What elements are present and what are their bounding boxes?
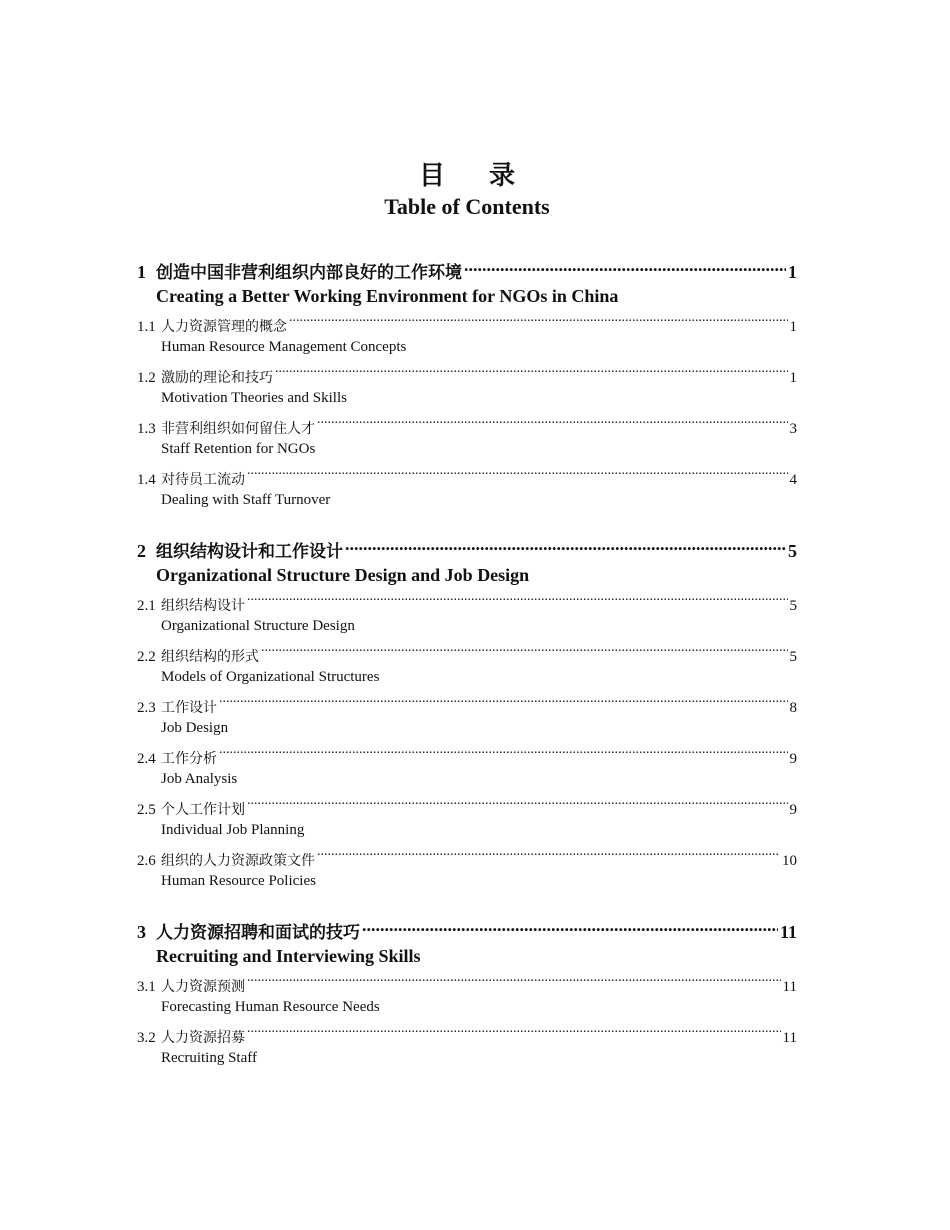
toc-section[interactable] bbox=[137, 595, 797, 637]
toc-section[interactable] bbox=[137, 748, 797, 790]
toc-section-list bbox=[137, 595, 797, 892]
toc-section[interactable] bbox=[137, 367, 797, 409]
section-number: 2.4 bbox=[137, 751, 156, 767]
section-title-en: Models of Organizational Structures bbox=[161, 669, 380, 685]
toc-section-list bbox=[137, 976, 797, 1069]
dot-leader bbox=[247, 469, 788, 484]
section-page-number: 10 bbox=[782, 853, 797, 869]
toc-chapter bbox=[137, 920, 797, 1069]
dot-leader bbox=[317, 850, 780, 865]
toc-body bbox=[137, 260, 797, 1069]
chapter-number: 1 bbox=[137, 262, 146, 282]
chapter-title-en: Creating a Better Working Environment for NGOs in China bbox=[156, 286, 619, 306]
section-title-cn: 工作设计 bbox=[161, 700, 217, 716]
dot-leader bbox=[317, 418, 788, 433]
section-number: 1.1 bbox=[137, 319, 156, 335]
section-title-cn: 非营利组织如何留住人才 bbox=[161, 421, 315, 437]
section-number: 2.2 bbox=[137, 649, 156, 665]
section-title-en: Job Analysis bbox=[161, 771, 238, 787]
section-title-cn: 组织结构的形式 bbox=[161, 649, 259, 665]
dot-leader bbox=[219, 697, 788, 712]
chapter-title-en: Recruiting and Interviewing Skills bbox=[156, 946, 421, 966]
section-title-cn: 人力资源预测 bbox=[161, 979, 245, 995]
dot-leader bbox=[345, 539, 786, 557]
section-number: 3.1 bbox=[137, 979, 156, 995]
chapter-title-cn: 组织结构设计和工作设计 bbox=[156, 542, 343, 562]
toc-title-block bbox=[137, 158, 797, 220]
chapter-page-number: 1 bbox=[788, 262, 797, 282]
section-title-cn: 人力资源招募 bbox=[161, 1030, 245, 1046]
chapter-page-number: 11 bbox=[779, 922, 797, 942]
toc-chapter-head[interactable] bbox=[137, 539, 797, 587]
toc-chapter bbox=[137, 539, 797, 892]
dot-leader bbox=[261, 646, 788, 661]
dot-leader bbox=[247, 1027, 781, 1042]
section-title-en: Recruiting Staff bbox=[161, 1050, 257, 1066]
toc-section[interactable] bbox=[137, 976, 797, 1018]
dot-leader bbox=[464, 260, 786, 278]
section-title-en: Human Resource Policies bbox=[161, 873, 316, 889]
section-page-number: 4 bbox=[789, 472, 797, 488]
dot-leader bbox=[275, 367, 788, 382]
section-number: 1.2 bbox=[137, 370, 156, 386]
chapter-title-cn: 人力资源招聘和面试的技巧 bbox=[156, 923, 360, 943]
section-title-en: Motivation Theories and Skills bbox=[161, 390, 347, 406]
section-number: 2.3 bbox=[137, 700, 156, 716]
section-number: 1.4 bbox=[137, 472, 156, 488]
section-title-cn: 人力资源管理的概念 bbox=[161, 319, 287, 335]
chapter-number: 2 bbox=[137, 541, 146, 561]
toc-section[interactable] bbox=[137, 799, 797, 841]
toc-section[interactable] bbox=[137, 697, 797, 739]
section-page-number: 11 bbox=[782, 979, 797, 995]
section-title-en: Staff Retention for NGOs bbox=[161, 441, 316, 457]
toc-section[interactable] bbox=[137, 418, 797, 460]
section-title-en: Forecasting Human Resource Needs bbox=[161, 999, 380, 1015]
toc-section[interactable] bbox=[137, 469, 797, 511]
section-page-number: 1 bbox=[789, 319, 797, 335]
toc-section[interactable] bbox=[137, 316, 797, 358]
section-title-en: Job Design bbox=[161, 720, 229, 736]
chapter-title-cn: 创造中国非营利组织内部良好的工作环境 bbox=[156, 263, 462, 283]
section-title-cn: 个人工作计划 bbox=[161, 802, 245, 818]
dot-leader bbox=[219, 748, 788, 763]
section-number: 2.1 bbox=[137, 598, 156, 614]
dot-leader bbox=[247, 976, 781, 991]
section-number: 3.2 bbox=[137, 1030, 156, 1046]
section-page-number: 9 bbox=[789, 751, 797, 767]
section-number: 1.3 bbox=[137, 421, 156, 437]
dot-leader bbox=[247, 799, 788, 814]
toc-title-cn: 目录 bbox=[418, 161, 559, 191]
toc-section[interactable] bbox=[137, 850, 797, 892]
dot-leader bbox=[289, 316, 788, 331]
section-number: 2.6 bbox=[137, 853, 156, 869]
section-title-cn: 组织结构设计 bbox=[161, 598, 245, 614]
section-page-number: 1 bbox=[789, 370, 797, 386]
section-page-number: 11 bbox=[782, 1030, 797, 1046]
toc-chapter-head[interactable] bbox=[137, 260, 797, 308]
section-title-cn: 工作分析 bbox=[161, 751, 217, 767]
toc-chapter bbox=[137, 260, 797, 511]
section-number: 2.5 bbox=[137, 802, 156, 818]
section-title-en: Human Resource Management Concepts bbox=[161, 339, 407, 355]
section-page-number: 3 bbox=[789, 421, 797, 437]
toc-section[interactable] bbox=[137, 646, 797, 688]
chapter-page-number: 5 bbox=[788, 541, 797, 561]
section-page-number: 5 bbox=[789, 649, 797, 665]
section-title-en: Dealing with Staff Turnover bbox=[161, 492, 331, 508]
section-page-number: 9 bbox=[789, 802, 797, 818]
section-title-cn: 对待员工流动 bbox=[161, 472, 245, 488]
chapter-number: 3 bbox=[137, 922, 146, 942]
toc-section[interactable] bbox=[137, 1027, 797, 1069]
section-title-en: Individual Job Planning bbox=[161, 822, 305, 838]
section-page-number: 5 bbox=[789, 598, 797, 614]
section-title-en: Organizational Structure Design bbox=[161, 618, 355, 634]
toc-chapter-head[interactable] bbox=[137, 920, 797, 968]
toc-title-en: Table of Contents bbox=[384, 194, 550, 219]
toc-page bbox=[137, 158, 797, 1097]
section-title-cn: 组织的人力资源政策文件 bbox=[161, 853, 315, 869]
dot-leader bbox=[362, 920, 778, 938]
chapter-title-en: Organizational Structure Design and Job Design bbox=[156, 565, 530, 585]
section-page-number: 8 bbox=[789, 700, 797, 716]
toc-section-list bbox=[137, 316, 797, 511]
section-title-cn: 激励的理论和技巧 bbox=[161, 370, 273, 386]
dot-leader bbox=[247, 595, 788, 610]
